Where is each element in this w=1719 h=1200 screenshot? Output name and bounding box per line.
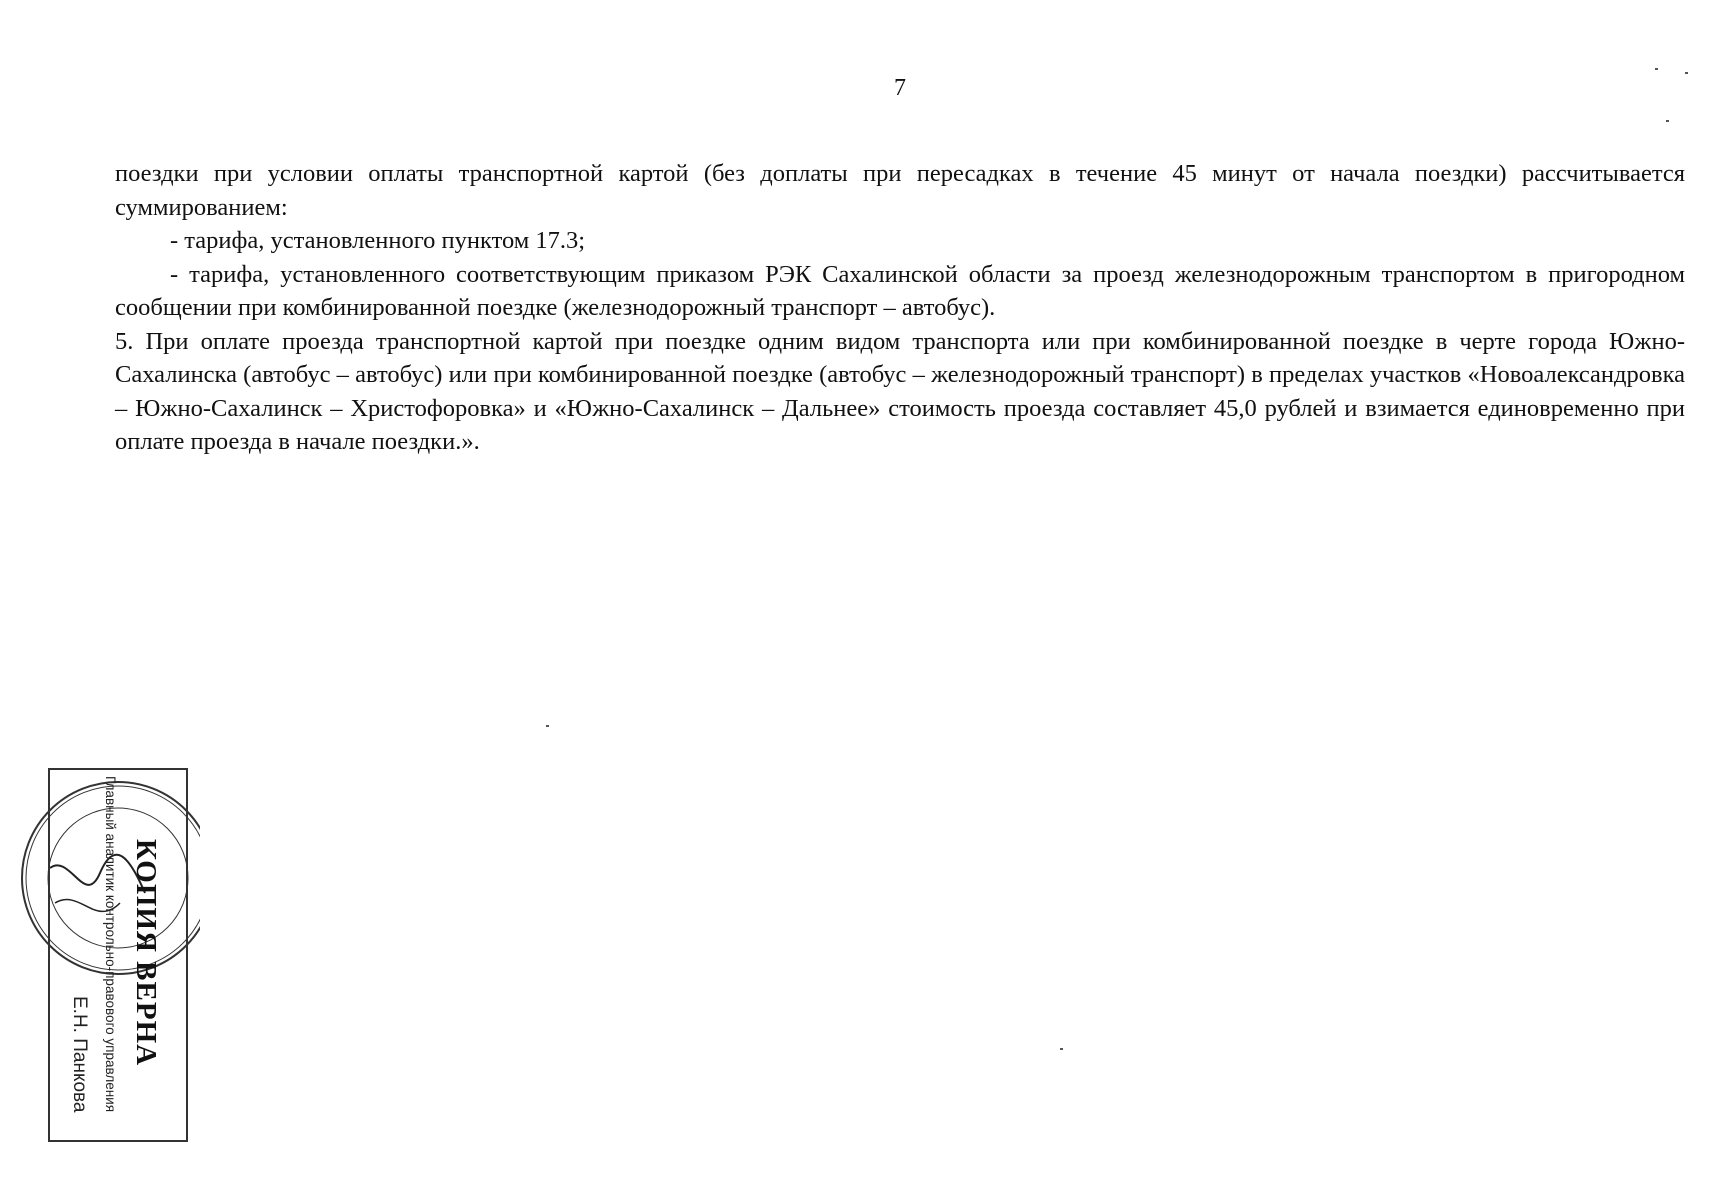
list-item-tariff-17-3: - тарифа, установленного пунктом 17.3;: [170, 227, 586, 254]
certification-stamp: [10, 768, 200, 1148]
scan-speck: [1655, 68, 1658, 70]
paragraph-5: 5. При оплате проезда транспортной картой при поездке одним видом транспорта или при комбинированной поездке в черте города Южно-Сахалинска (автобус – автобус) или при комбинированной поездке (автобус – железнодорожный транспорт) в пределах участков «Новоалександровка – Южно-Сахалинск – Христофоровка» и «Южно-Сахалинск – Дальнее» стоимость проезда составляет 45,0 рублей и взимается единовременно при оплате проезда в начале поездки.».: [115, 327, 1685, 455]
page-number: 7: [894, 75, 906, 101]
scan-speck: [1685, 72, 1688, 74]
scan-speck: [546, 725, 549, 727]
paragraph-continuation: поездки при условии оплаты транспортной картой (без доплаты при пересадках в течение 45 минут от начала поездки) рассчитывается суммированием:: [115, 160, 1685, 221]
scan-speck: [1060, 1048, 1063, 1050]
stamp-copy-label: КОПИЯ ВЕРНА: [130, 839, 162, 1067]
stamp-position: Главный аналитик контрольно-правового управления: [103, 776, 118, 1113]
document-body: [115, 157, 1685, 459]
stamp-name: Е.Н. Панкова: [69, 996, 90, 1113]
list-item-tariff-railway: - тарифа, установленного соответствующим приказом РЭК Сахалинской области за проезд железнодорожным транспортом в пригородном сообщении при комбинированной поездке (железнодорожный транспорт – автобус).: [115, 260, 1685, 321]
scan-speck: [1666, 120, 1669, 122]
